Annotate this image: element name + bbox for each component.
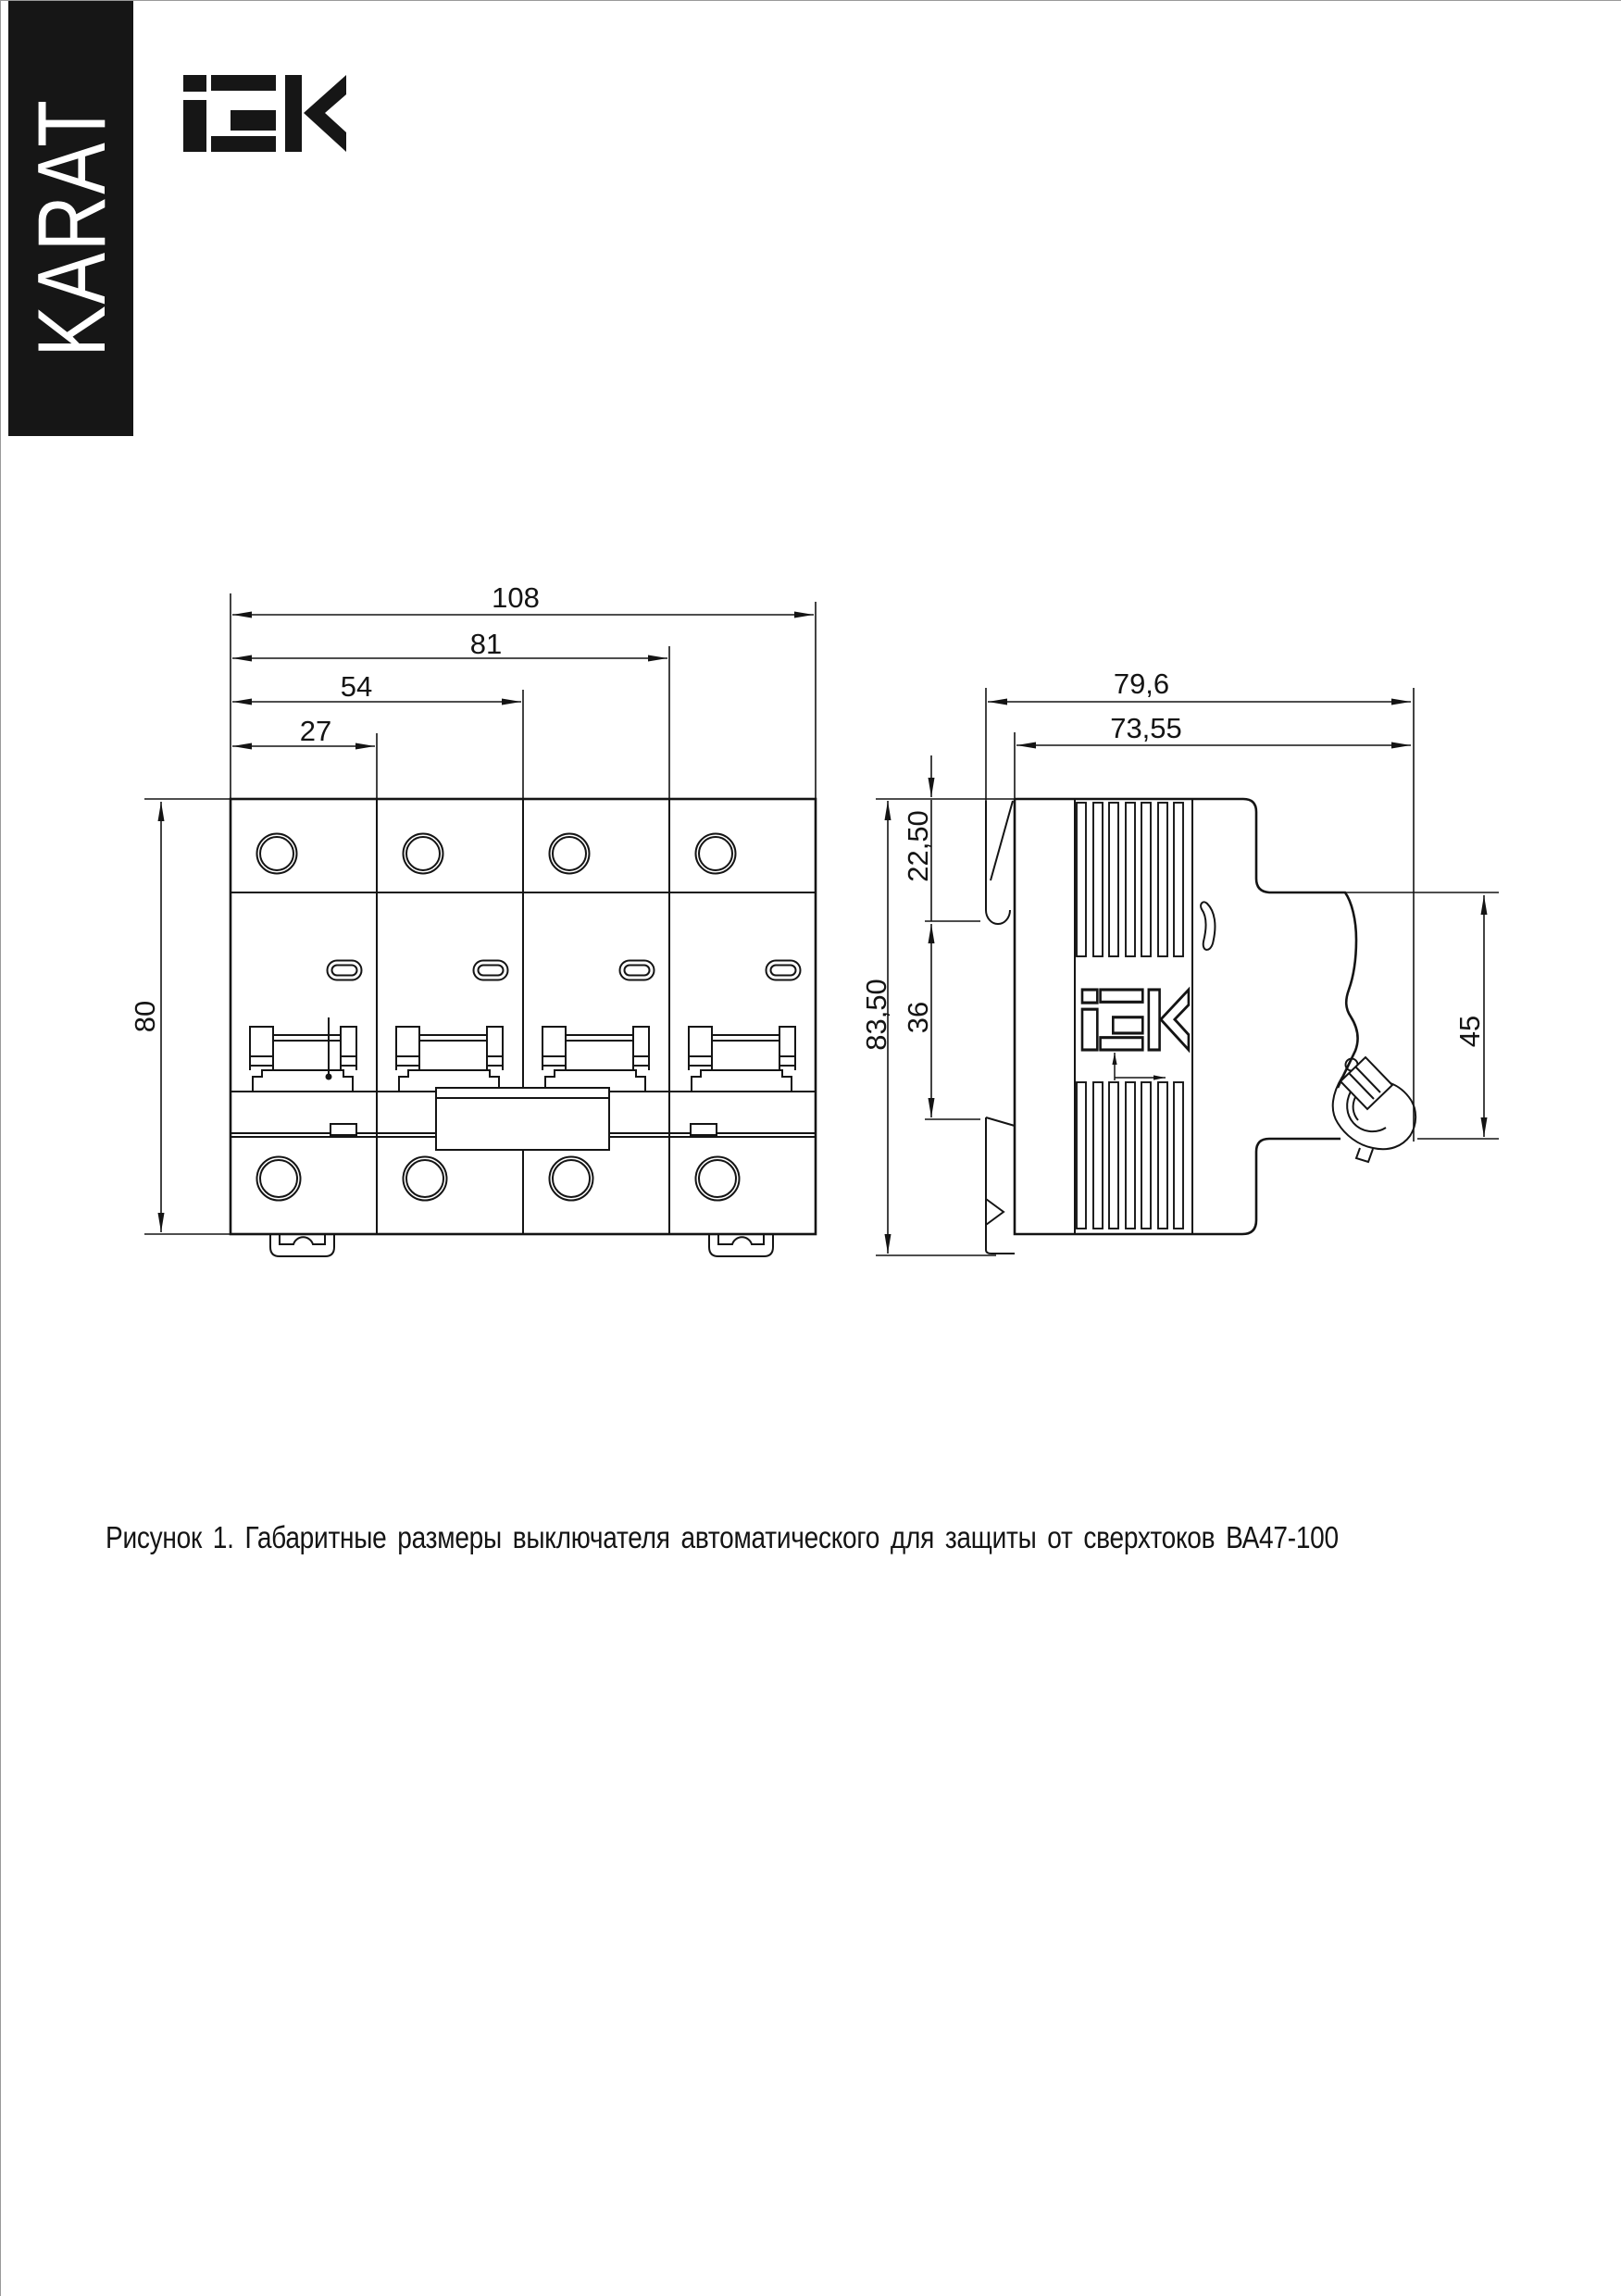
dim-total-depth: 79,6 (1113, 668, 1170, 700)
dim-front-height-45: 45 (1453, 1015, 1486, 1048)
logo-leader-arrows (1115, 1053, 1166, 1080)
front-dimension-labels (129, 581, 540, 1032)
crossbar-clip-left (330, 1124, 356, 1135)
front-view (231, 799, 816, 1256)
side-dimension-labels (860, 668, 1486, 1051)
dim-total-width: 108 (492, 581, 540, 614)
iek-logo-embossed (1082, 990, 1189, 1050)
side-dimensions (876, 688, 1499, 1255)
dim-top-section: 22,50 (902, 810, 934, 882)
banner-label: KARAT (18, 98, 126, 357)
dim-width-3-poles: 81 (469, 628, 503, 660)
din-clip-foot (986, 1117, 1015, 1254)
pole-dividers (377, 799, 669, 1234)
crescent-slot (1201, 902, 1215, 950)
dim-total-height: 83,50 (860, 979, 892, 1051)
dim-width-1-pole: 27 (299, 715, 332, 747)
crossbar-clip-right (691, 1124, 717, 1135)
vent-slots-top (1077, 803, 1183, 956)
vent-slots-bottom (1077, 1082, 1183, 1229)
technical-drawing (1, 1, 1621, 2296)
dim-mid-section: 36 (902, 1001, 934, 1034)
dim-body-depth: 73,55 (1110, 712, 1182, 744)
din-clip-lever (986, 801, 1013, 924)
figure-caption: Рисунок 1. Габаритные размеры выключателя автоматического для защиты от сверхтоков ВА47-100 (106, 1520, 1339, 1554)
iek-logo-icon (183, 75, 346, 152)
karat-banner (8, 1, 133, 436)
side-view (986, 799, 1415, 1254)
dim-front-height: 80 (129, 1000, 161, 1033)
din-feet (270, 1234, 773, 1256)
dim-width-2-poles: 54 (340, 670, 373, 703)
